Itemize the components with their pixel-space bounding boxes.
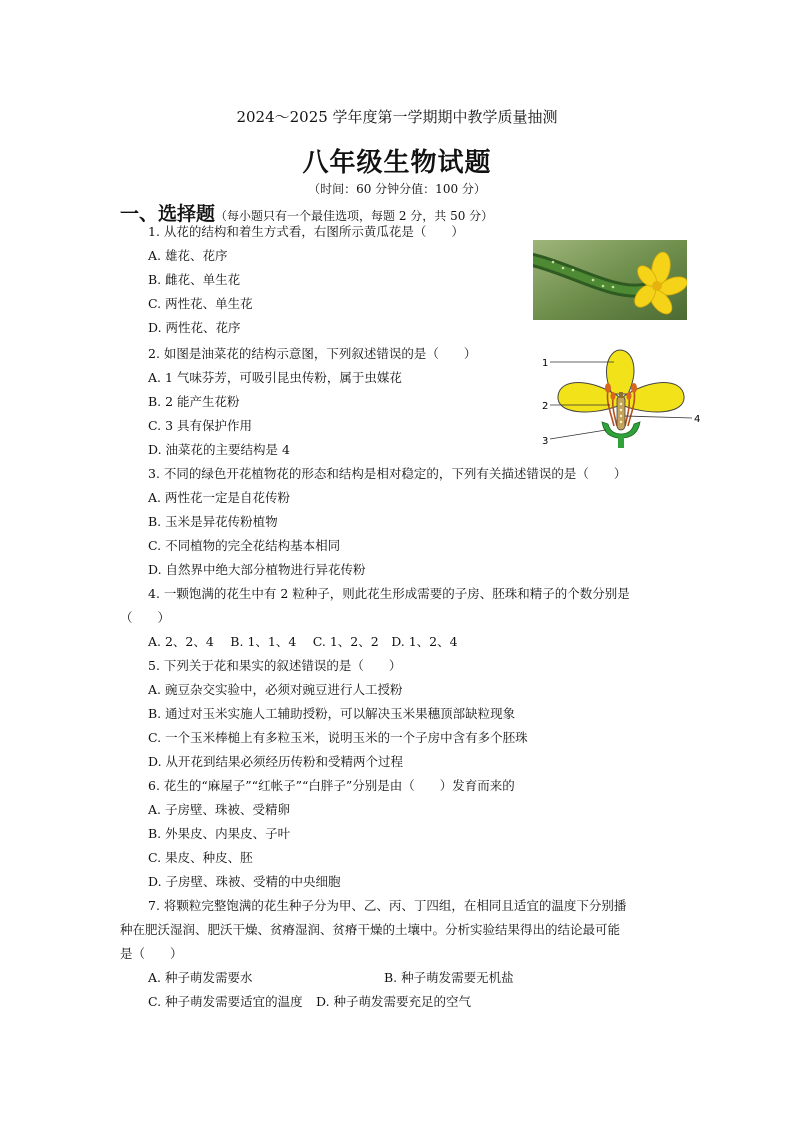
question-1-option-a: A. 雄花、花序 <box>148 248 228 263</box>
question-7-stem-line-3: 是（ ） <box>120 946 183 961</box>
exam-info: （时间：60 分钟分值：100 分） <box>308 182 486 196</box>
question-7-stem-line-2: 种在肥沃湿润、肥沃干燥、贫瘠湿润、贫瘠干燥的土壤中。分析实验结果得出的结论最可能 <box>120 922 621 937</box>
question-6-option-d: D. 子房壁、珠被、受精的中央细胞 <box>148 874 341 889</box>
rapeseed-flower-diagram <box>540 348 702 448</box>
question-7-option-a: A. 种子萌发需要水 <box>148 970 253 985</box>
question-4-stem-line-2: （ ） <box>120 610 171 625</box>
question-5-stem: 5. 下列关于花和果实的叙述错误的是（ ） <box>148 658 402 673</box>
diagram-label-2: 2 <box>542 401 549 412</box>
question-7-option-b: B. 种子萌发需要无机盐 <box>384 970 514 985</box>
question-3-option-a: A. 两性花一定是自花传粉 <box>148 490 290 505</box>
question-2-option-b: B. 2 能产生花粉 <box>148 394 240 409</box>
question-6-stem: 6. 花生的“麻屋子”“红帐子”“白胖子”分别是由（ ）发育而来的 <box>148 778 515 793</box>
question-6-option-a: A. 子房壁、珠被、受精卵 <box>148 802 290 817</box>
question-5-option-b: B. 通过对玉米实施人工辅助授粉，可以解决玉米果穗顶部缺粒现象 <box>148 706 516 721</box>
question-5-option-d: D. 从开花到结果必须经历传粉和受精两个过程 <box>148 754 404 769</box>
section-note: （每小题只有一个最佳选项，每题 2 分，共 50 分） <box>215 209 494 223</box>
diagram-label-4: 4 <box>694 414 701 425</box>
question-3-option-c: C. 不同植物的完全花结构基本相同 <box>148 538 341 553</box>
question-1-stem: 1. 从花的结构和着生方式看，右图所示黄瓜花是（ ） <box>148 224 464 239</box>
exam-header: 2024～2025 学年度第一学期期中教学质量抽测 <box>236 108 558 126</box>
question-7-option-d: D. 种子萌发需要充足的空气 <box>316 994 472 1009</box>
question-5-option-c: C. 一个玉米棒槌上有多粒玉米，说明玉米的一个子房中含有多个胚珠 <box>148 730 528 745</box>
question-7-option-c: C. 种子萌发需要适宜的温度 <box>148 994 303 1009</box>
diagram-label-3: 3 <box>542 436 549 447</box>
question-1-option-d: D. 两性花、花序 <box>148 320 241 335</box>
question-7-stem-line-1: 7. 将颗粒完整饱满的花生种子分为甲、乙、丙、丁四组，在相同且适宜的温度下分别播 <box>148 898 627 913</box>
question-2-option-c: C. 3 具有保护作用 <box>148 418 252 433</box>
question-3-option-d: D. 自然界中绝大部分植物进行异花传粉 <box>148 562 366 577</box>
question-4-stem-line-1: 4. 一颗饱满的花生中有 2 粒种子，则此花生形成需要的子房、胚珠和精子的个数分别是 <box>148 586 630 601</box>
question-2-stem: 2. 如图是油菜花的结构示意图，下列叙述错误的是（ ） <box>148 346 477 361</box>
section-heading <box>120 199 493 226</box>
diagram-label-1: 1 <box>542 358 549 369</box>
question-2-option-d: D. 油菜花的主要结构是 4 <box>148 442 290 457</box>
cucumber-flower-photo <box>533 240 687 320</box>
question-3-stem: 3. 不同的绿色开花植物花的形态和结构是相对稳定的，下列有关描述错误的是（ ） <box>148 466 627 481</box>
question-3-option-b: B. 玉米是异花传粉植物 <box>148 514 278 529</box>
section-title: 一、选择题 <box>120 203 216 225</box>
question-1-option-b: B. 雌花、单生花 <box>148 272 241 287</box>
question-5-option-a: A. 豌豆杂交实验中，必须对豌豆进行人工授粉 <box>148 682 403 697</box>
question-1-option-c: C. 两性花、单生花 <box>148 296 253 311</box>
question-6-option-b: B. 外果皮、内果皮、子叶 <box>148 826 291 841</box>
question-4-options: A. 2、2、4 B. 1、1、4 C. 1、2、2 D. 1、2、4 <box>148 634 458 649</box>
question-2-option-a: A. 1 气味芬芳，可吸引昆虫传粉，属于虫媒花 <box>148 370 402 385</box>
exam-title: 八年级生物试题 <box>302 148 492 178</box>
question-6-option-c: C. 果皮、种皮、胚 <box>148 850 253 865</box>
